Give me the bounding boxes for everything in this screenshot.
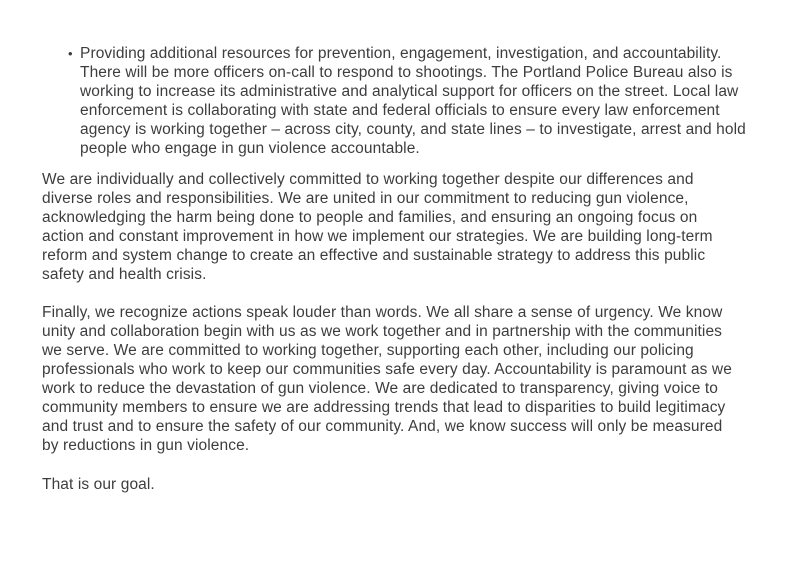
paragraph-finally <box>42 303 796 455</box>
bullet-list-item <box>42 44 796 158</box>
text-line: safety and health crisis. <box>42 266 207 283</box>
text-line: We are individually and collectively committed to working together despite our differences and <box>42 171 694 188</box>
text-line: agency is working together – across city, county, and state lines – to investigate, arrest and hold <box>80 121 746 138</box>
text-line: we serve. We are committed to working together, supporting each other, including our policing <box>42 342 694 359</box>
closing-statement: That is our goal. <box>42 476 155 493</box>
text-line: enforcement is collaborating with state and federal officials to ensure every law enforcement <box>80 102 720 119</box>
text-line: people who engage in gun violence accountable. <box>80 140 420 157</box>
text-line: action and constant improvement in how we implement our strategies. We are building long-term <box>42 228 713 245</box>
text-line: unity and collaboration begin with us as we work together and in partnership with the communities <box>42 323 723 340</box>
bullet-marker: • <box>68 46 73 61</box>
text-line: There will be more officers on-call to respond to shootings. The Portland Police Bureau also is <box>80 64 733 81</box>
document-page <box>42 44 796 494</box>
bullet-item-text <box>80 44 796 158</box>
text-line: acknowledging the harm being done to people and families, and ensuring an ongoing focus on <box>42 209 698 226</box>
text-line: and trust and to ensure the safety of our community. And, we know success will only be measured <box>42 418 723 435</box>
text-line: Finally, we recognize actions speak louder than words. We all share a sense of urgency. We know <box>42 304 723 321</box>
text-line: work to reduce the devastation of gun violence. We are dedicated to transparency, giving voice to <box>42 380 719 397</box>
paragraph-commitment <box>42 170 796 284</box>
text-line: reform and system change to create an effective and sustainable strategy to address this public <box>42 247 706 264</box>
text-line: diverse roles and responsibilities. We are united in our commitment to reducing gun violence, <box>42 190 689 207</box>
text-line: working to increase its administrative and analytical support for officers on the street. Local law <box>80 83 739 100</box>
text-line: by reductions in gun violence. <box>42 437 250 454</box>
text-line: professionals who work to keep our communities safe every day. Accountability is paramount as we <box>42 361 732 378</box>
text-line: Providing additional resources for prevention, engagement, investigation, and accountability. <box>80 45 722 62</box>
text-line: community members to ensure we are addressing trends that lead to disparities to build legitimacy <box>42 399 726 416</box>
